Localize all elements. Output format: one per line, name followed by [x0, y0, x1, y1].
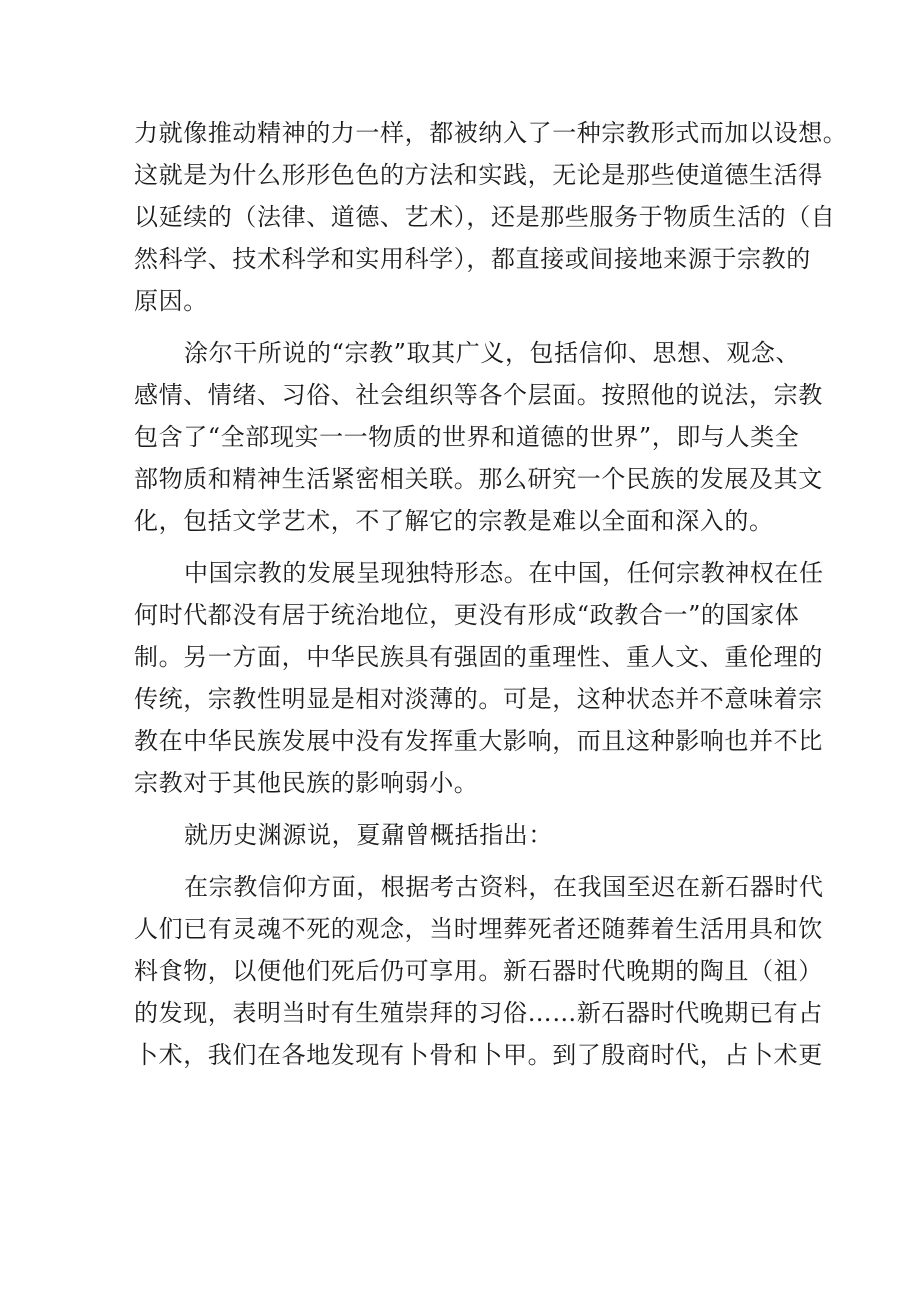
- text-line: 原因。: [134, 287, 208, 315]
- text-line: 以延续的（法律、道德、艺术），还是那些服务于物质生活的（自: [134, 203, 836, 231]
- text-line: 然科学、技术科学和实用科学），都直接或间接地来源于宗教的: [134, 245, 811, 273]
- text-line: 感情、情绪、习俗、社会组织等各个层面。按照他的说法，宗教: [134, 381, 823, 409]
- text-line: 在宗教信仰方面，根据考古资料，在我国至迟在新石器时代: [184, 873, 824, 901]
- text-line: 这就是为什么形形色色的方法和实践，无论是那些使道德生活得: [134, 161, 823, 189]
- paragraph-3: [134, 552, 824, 804]
- paragraph-4: [134, 814, 804, 856]
- text-line: 教在中华民族发展中没有发挥重大影响，而且这种影响也并不比: [134, 727, 823, 755]
- text-line: 传统，宗教性明显是相对淡薄的。可是，这种状态并不意味着宗: [134, 685, 823, 713]
- text-line: 力就像推动精神的力一样，都被纳入了一种宗教形式而加以设想。: [134, 119, 848, 147]
- paragraph-5-quotation: [134, 866, 824, 1076]
- text-line: 就历史渊源说，夏鼐曾概括指出：: [184, 821, 553, 849]
- text-line: 料食物，以便他们死后仍可享用。新石器时代晚期的陶且（祖）: [134, 957, 823, 985]
- text-line: 的发现，表明当时有生殖崇拜的习俗……新石器时代晚期已有占: [134, 999, 823, 1027]
- paragraph-1: [134, 112, 848, 322]
- text-line: 化，包括文学艺术，不了解它的宗教是难以全面和深入的。: [134, 507, 774, 535]
- text-line: 何时代都没有居于统治地位，更没有形成“政教合一”的国家体: [134, 601, 800, 629]
- text-line: 宗教对于其他民族的影响弱小。: [134, 769, 479, 797]
- text-line: 涂尔干所说的“宗教”取其广义，包括信仰、思想、观念、: [184, 339, 801, 367]
- paragraph-2: [134, 332, 823, 542]
- text-line: 人们已有灵魂不死的观念，当时埋葬死者还随葬着生活用具和饮: [134, 915, 823, 943]
- text-line: 制。另一方面，中华民族具有强固的重理性、重人文、重伦理的: [134, 643, 823, 671]
- text-line: 中国宗教的发展呈现独特形态。在中国，任何宗教神权在任: [184, 559, 824, 587]
- body-text: [134, 112, 848, 1076]
- text-line: 部物质和精神生活紧密相关联。那么研究一个民族的发展及其文: [134, 465, 823, 493]
- text-line: 包含了“全部现实一一物质的世界和道德的世界”，即与人类全: [134, 423, 800, 451]
- text-line: 卜术，我们在各地发现有卜骨和卜甲。到了殷商时代，占卜术更: [134, 1041, 823, 1069]
